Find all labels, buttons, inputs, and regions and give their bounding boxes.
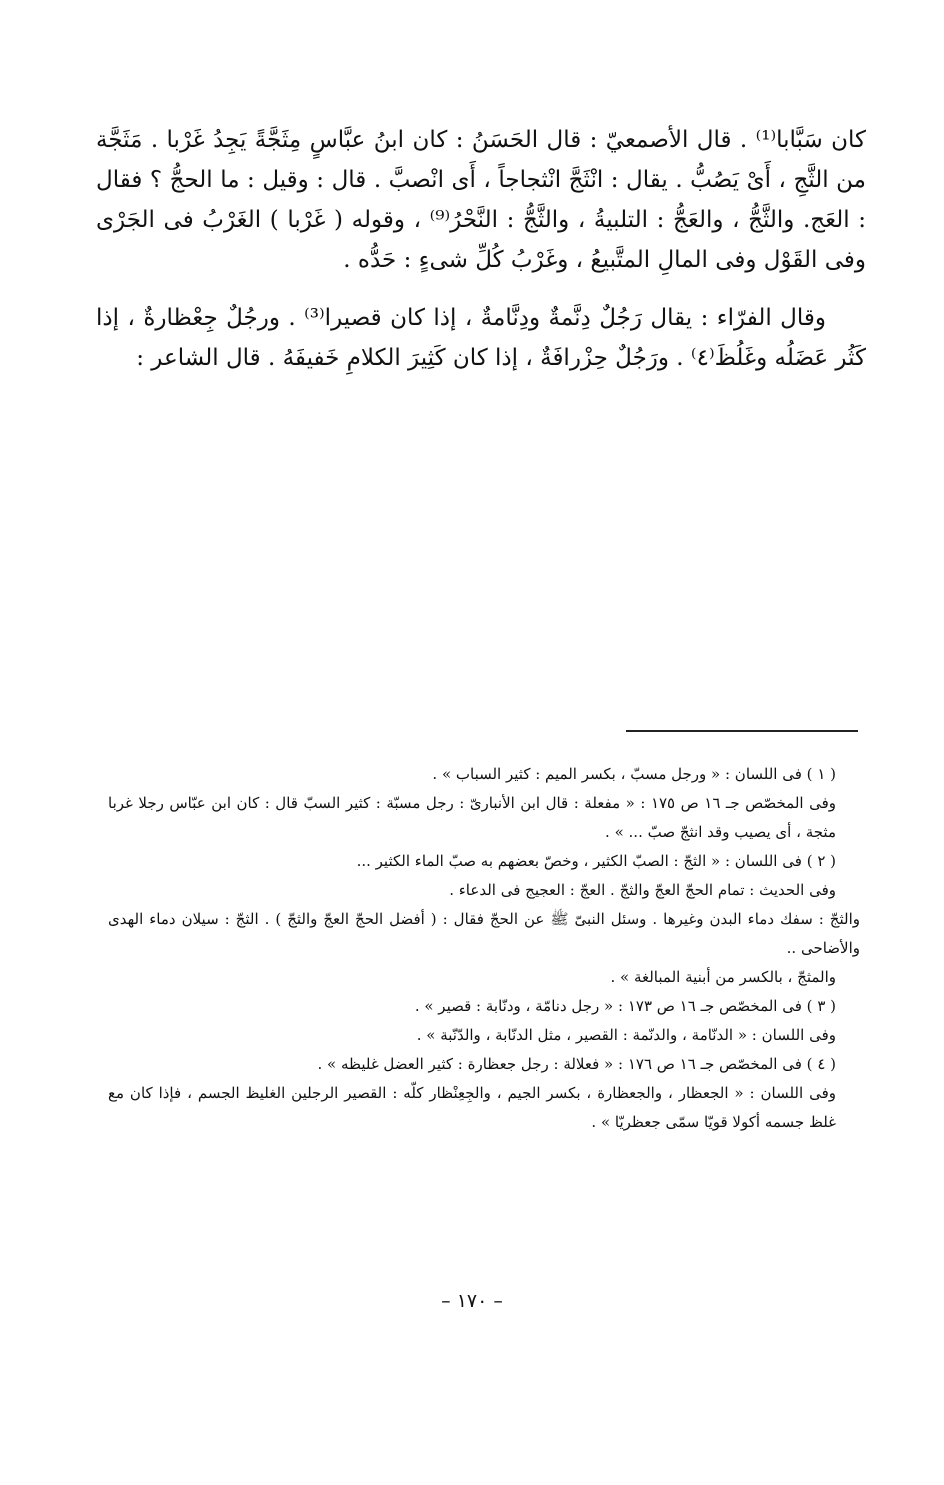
footnote-line: وفى اللسان : « الدنّامة ، والدنّمة : القصير ، مثل الدنّابة ، والدّنّبة » .: [416, 1026, 836, 1044]
footnote-line: وفى الحديث : تمام الحجّ العجّ والثجّ . العجّ : العجيج فى الدعاء .: [449, 881, 836, 899]
footnote-line: ( ١ ) فى اللسان : « ورجل مسبّ ، بكسر الميم : كثير السباب » .: [432, 765, 836, 783]
body-paragraph-1: كان سَبَّابا⁽¹⁾ . قال الأصمعيّ : قال الحَسَنُ : كان ابنُ عبَّاسٍ مِثَجَّةً يَجِدُ غَرْبا . مَثَجَّة من الثَّجِ ، أَىْ يَصُبُّ . يقال : انْثَجَّ انْثجاجاً ، أَى انْصبَّ . قال : وقيل : ما الحجُّ ؟ فقال : العَج. والثَّجُّ ، والعَجُّ : التلبيةُ ، والثَّجُّ : النَّحْرُ⁽⁹⁾ ، وقوله ( غَرْبا ) الغَرْبُ فى الجَرْى وفى القَوْل وفى المالِ المتَّبيعُ ، وغَرْبُ كُلِّ شىءٍ : حَدُّه .: [96, 127, 867, 273]
page-number: – ١٧٠ –: [441, 1290, 503, 1312]
footnote-line: وفى المخصّص جـ ١٦ ص ١٧٥ : « مفعلة : قال ابن الأنبارىّ : رجل مسبّة : كثير السبّ قال : كان ابن عبّاس رجلا غربا مثجة ، أى يصيب وقد انثجّ صبّ ... » .: [108, 794, 837, 841]
main-text-block: [96, 120, 866, 378]
footnote-line: وفى اللسان : « الجعظار ، والجعظارة ، بكسر الجيم ، والجِعِنْظار كلّه : القصير الرجلين الغليظ الجسم ، فإذا كان مع غلظ جسمه أكولا قويّا سمّى جعظريّا » .: [108, 1084, 836, 1131]
footnote-line: ( ٤ ) فى المخصّص جـ ١٦ ص ١٧٦ : « فعلالة : رجل جعظارة : كثير العضل غليظه » .: [317, 1055, 836, 1073]
footnotes-block: [108, 760, 860, 1137]
footnote-line: والثجّ : سفك دماء البدن وغيرها . وسئل النبىّ ﷺ عن الحجّ فقال : ( أفضل الحجّ العجّ والثجّ ) . الثجّ : سيلان دماء الهدى والأضاحى ..: [108, 910, 860, 957]
footnote-line: ( ٣ ) فى المخصّص جـ ١٦ ص ١٧٣ : « رجل دنامّة ، ودنّابة : قصير » .: [414, 997, 836, 1015]
footnote-line: ( ٢ ) فى اللسان : « الثجّ : الصبّ الكثير ، وخصّ بعضهم به صبّ الماء الكثير ...: [356, 852, 836, 870]
body-paragraph-2: وقال الفرّاء : يقال رَجُلٌ دِنَّمةٌ ودِنَّامةٌ ، إذا كان قصيرا⁽³⁾ . ورجُلٌ جِعْظارةٌ ، إذا كَثُر عَضَلُه وغَلُظَ⁽٤⁾ . ورَجُلٌ حِزْرافَةٌ ، إذا كان كَثِيرَ الكلامِ خَفيفَهُ . قال الشاعر :: [96, 305, 866, 371]
footnote-line: والمثجّ ، بالكسر من أبنية المبالغة » .: [610, 968, 836, 986]
footnote-separator: [626, 730, 858, 732]
